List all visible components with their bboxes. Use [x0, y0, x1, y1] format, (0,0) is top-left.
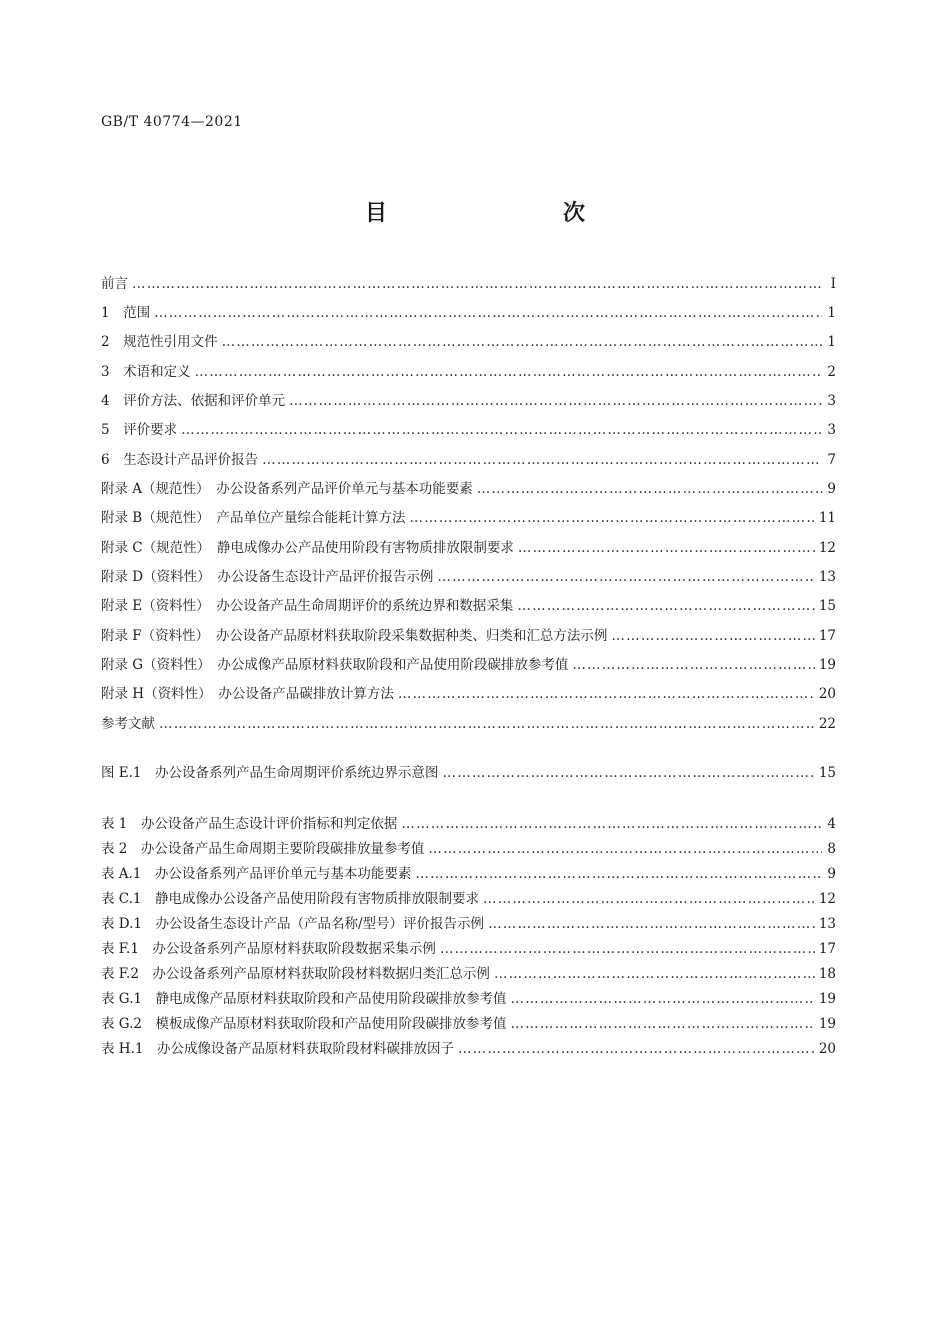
toc-entry-label: 3 术语和定义 [101, 364, 191, 380]
leader-dots [483, 891, 815, 907]
toc-entry-page: 3 [827, 393, 836, 409]
table-entry[interactable] [101, 1041, 836, 1057]
leader-dots [510, 1016, 814, 1032]
toc-entry-page: 1 [827, 334, 836, 350]
table-entry[interactable] [101, 1016, 836, 1032]
toc-entry-page: 11 [818, 510, 836, 526]
toc-entry[interactable] [101, 628, 836, 644]
toc-entry-page: 12 [818, 540, 836, 556]
toc-entry-page: 3 [827, 422, 836, 438]
toc-entry-label: 附录 B（规范性） 产品单位产量综合能耗计算方法 [101, 510, 406, 526]
toc-entry-label: 1 范围 [101, 305, 151, 321]
table-entry-label: 表 A.1 办公设备系列产品评价单元与基本功能要素 [101, 866, 412, 882]
leader-dots [289, 393, 822, 409]
table-entry[interactable] [101, 841, 836, 857]
leader-dots [437, 569, 814, 585]
table-entry[interactable] [101, 916, 836, 932]
toc-entry[interactable] [101, 364, 836, 380]
toc-entry-page: 19 [818, 657, 836, 673]
leader-dots [262, 452, 822, 468]
leader-dots [415, 866, 822, 882]
table-entry-label: 表 F.2 办公设备系列产品原材料获取阶段材料数据归类汇总示例 [101, 966, 490, 982]
toc-entry-label: 附录 E（资料性） 办公设备产品生命周期评价的系统边界和数据采集 [101, 598, 514, 614]
table-entry-page: 19 [818, 1016, 836, 1032]
table-entry-page: 12 [818, 891, 836, 907]
toc-entry-page: 9 [827, 481, 836, 497]
toc-entry[interactable] [101, 540, 836, 556]
table-entry-label: 表 D.1 办公设备生态设计产品（产品名称/型号）评价报告示例 [101, 916, 485, 932]
table-entry-label: 表 G.1 静电成像产品原材料获取阶段和产品使用阶段碳排放参考值 [101, 991, 507, 1007]
table-entry-page: 18 [818, 966, 836, 982]
figure-entry[interactable] [101, 765, 836, 781]
toc-entry-page: 1 [827, 305, 836, 321]
toc-entry[interactable] [101, 334, 836, 350]
toc-entry-label: 附录 H（资料性） 办公设备产品碳排放计算方法 [101, 686, 394, 702]
toc-entry-page: 22 [818, 716, 836, 732]
table-entry-label: 表 2 办公设备产品生命周期主要阶段碳排放量参考值 [101, 841, 425, 857]
table-entry-label: 表 F.1 办公设备系列产品原材料获取阶段数据采集示例 [101, 941, 436, 957]
toc-entry-label: 5 评价要求 [101, 422, 178, 438]
toc-entry-label: 2 规范性引用文件 [101, 334, 218, 350]
table-entry-page: 8 [827, 841, 836, 857]
toc-entry[interactable] [101, 452, 836, 468]
table-entry[interactable] [101, 966, 836, 982]
table-entry[interactable] [101, 991, 836, 1007]
toc-entry-label: 附录 G（资料性） 办公成像产品原材料获取阶段和产品使用阶段碳排放参考值 [101, 657, 569, 673]
leader-dots [458, 1041, 815, 1057]
toc-entry[interactable] [101, 481, 836, 497]
leader-dots [409, 510, 814, 526]
toc-entry-label: 附录 D（资料性） 办公设备生态设计产品评价报告示例 [101, 569, 434, 585]
toc-entry-page: 15 [818, 598, 836, 614]
toc-entry-page: 2 [827, 364, 836, 380]
toc-entry-label: 附录 C（规范性） 静电成像办公产品使用阶段有害物质排放限制要求 [101, 540, 514, 556]
leader-dots [398, 686, 815, 702]
leader-dots [517, 598, 814, 614]
table-entry-page: 9 [827, 866, 836, 882]
toc-entry-page: 17 [818, 628, 836, 644]
toc-entry-label: 6 生态设计产品评价报告 [101, 452, 259, 468]
leader-dots [488, 916, 815, 932]
table-entry-label: 表 H.1 办公成像设备产品原材料获取阶段材料碳排放因子 [101, 1041, 454, 1057]
leader-dots [518, 540, 815, 556]
table-entry-label: 表 C.1 静电成像办公设备产品使用阶段有害物质排放限制要求 [101, 891, 480, 907]
leader-dots [195, 364, 822, 380]
toc-entry-label: 前言 [101, 276, 128, 292]
toc-entry-label: 4 评价方法、依据和评价单元 [101, 393, 286, 409]
toc-entry[interactable] [101, 422, 836, 438]
standard-code: GB/T 40774—2021 [101, 114, 243, 130]
toc-entry[interactable] [101, 569, 836, 585]
leader-dots [443, 765, 815, 781]
toc-entry-page: 13 [818, 569, 836, 585]
leader-dots [159, 716, 815, 732]
leader-dots [494, 966, 815, 982]
figure-entry-label: 图 E.1 办公设备系列产品生命周期评价系统边界示意图 [101, 765, 439, 781]
leader-dots [401, 816, 822, 832]
toc-entry-label: 附录 F（资料性） 办公设备产品原材料获取阶段采集数据种类、归类和汇总方法示例 [101, 628, 608, 644]
toc-entry-page: 7 [827, 452, 836, 468]
toc-entry[interactable] [101, 686, 836, 702]
table-entry[interactable] [101, 941, 836, 957]
table-entry-page: 4 [827, 816, 836, 832]
leader-dots [477, 481, 822, 497]
leader-dots [510, 991, 814, 1007]
leader-dots [222, 334, 822, 350]
leader-dots [572, 657, 814, 673]
table-entry-page: 17 [818, 941, 836, 957]
leader-dots [154, 305, 822, 321]
leader-dots [440, 941, 815, 957]
toc-entry-label: 参考文献 [101, 716, 155, 732]
figure-entry-page: 15 [818, 765, 836, 781]
table-entry[interactable] [101, 866, 836, 882]
toc-entry[interactable] [101, 393, 836, 409]
leader-dots [132, 276, 822, 292]
toc-entry[interactable] [101, 276, 836, 292]
page-title: 目 次 [364, 201, 629, 226]
toc-entry[interactable] [101, 657, 836, 673]
toc-entry[interactable] [101, 716, 836, 732]
table-entry-page: 13 [818, 916, 836, 932]
table-entry-label: 表 1 办公设备产品生态设计评价指标和判定依据 [101, 816, 398, 832]
leader-dots [181, 422, 822, 438]
table-entry-label: 表 G.2 模板成像产品原材料获取阶段和产品使用阶段碳排放参考值 [101, 1016, 507, 1032]
table-entry-page: 20 [818, 1041, 836, 1057]
toc-entry[interactable] [101, 598, 836, 614]
table-entry-page: 19 [818, 991, 836, 1007]
leader-dots [611, 628, 814, 644]
toc-entry[interactable] [101, 305, 836, 321]
toc-entry-page: Ⅰ [830, 276, 836, 292]
toc-entry[interactable] [101, 510, 836, 526]
table-entry[interactable] [101, 891, 836, 907]
toc-entry-page: 20 [818, 686, 836, 702]
toc-entry-label: 附录 A（规范性） 办公设备系列产品评价单元与基本功能要素 [101, 481, 473, 497]
leader-dots [428, 841, 822, 857]
table-entry[interactable] [101, 816, 836, 832]
